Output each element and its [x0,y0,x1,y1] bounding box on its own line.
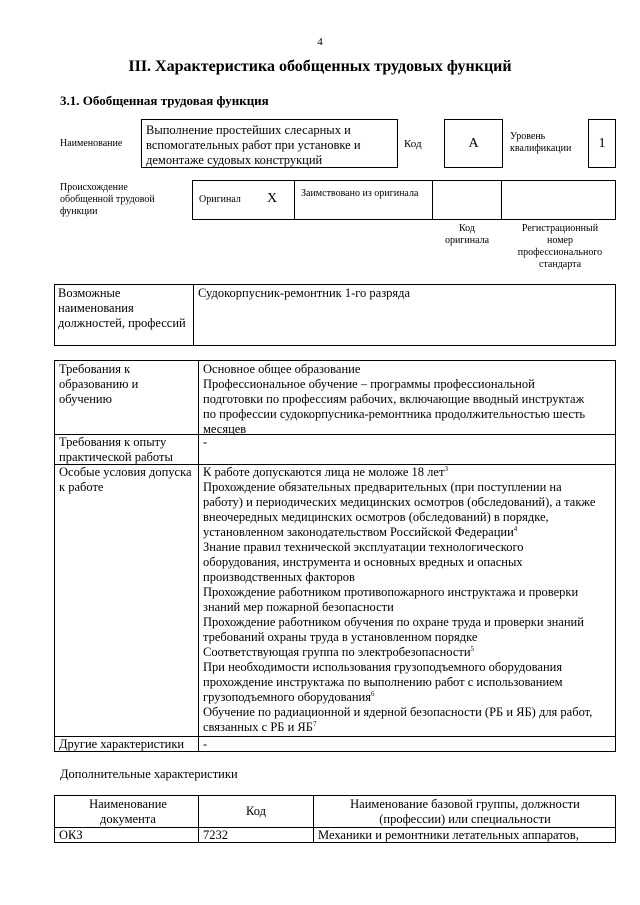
subsection-title: 3.1. Обобщенная трудовая функция [60,93,269,108]
special-line: К работе допускаются лица не моложе 18 лет$^3$ [203,464,448,479]
level-value-box [588,119,616,168]
education-line: Профессиональное обучение – программы профессиональной [203,377,535,391]
special-line: Обучение по радиационной и ядерной безопасности (РБ и ЯБ) для работ, [203,705,593,719]
possible-names-label: Возможные наименования должностей, профессий [58,286,186,330]
name-value: Выполнение простейших слесарных и вспомогательных работ при установке и демонтаже судовых конструкций [146,123,361,167]
row-group: Механики и ремонтники летательных аппаратов, [318,828,579,842]
education-line: месяцев [203,422,247,436]
level-value: 1 [598,136,606,151]
experience-label: Требования к опыту практической работы [59,435,173,464]
page-number: 4 [317,36,323,48]
origin-label: Происхождение обобщенной трудовой функции [60,182,155,217]
code-value: А [468,136,479,151]
experience-value: - [203,435,208,449]
col-group-header: Наименование базовой группы, должности (профессии) или специальности [350,797,580,826]
special-line: Соответствующая группа по электробезопасности$^5$ [203,644,475,659]
special-line: При необходимости использования грузоподъемного оборудования [203,660,563,674]
special-line: установленном законодательством Российской Федерации$^4$ [203,524,518,539]
row-doc: ОКЗ [59,828,83,842]
special-line: внеочередных медицинских осмотров (обследований) в порядке, [203,510,549,524]
special-line: Прохождение работником обучения по охране труда и проверки знаний [203,615,584,629]
special-line: производственных факторов [203,570,355,584]
education-line: подготовки по профессиям рабочих, включающие вводный инструктаж [203,392,585,406]
special-line: прохождение инструктажа по выполнению работ с использованием [203,675,563,689]
original-label: Оригинал [199,194,241,205]
level-label: Уровень квалификации [510,131,572,154]
special-line: связанных с РБ и $ЯБ^7$ [203,719,317,734]
special-line: требований охраны труда в установленном порядке [203,630,478,644]
name-label: Наименование [60,138,123,149]
other-label: Другие характеристики [59,737,185,751]
education-value [199,362,615,437]
special-line: Прохождение работником противопожарного инструктажа и проверки [203,585,579,599]
special-label: Особые условия допуска к работе [59,465,192,494]
special-line: Знание правил технической эксплуатации технологического [203,540,524,554]
reg-number-caption: Регистрационный номер профессионального стандарта [517,223,603,270]
row-code: 7232 [203,828,228,842]
name-value-box [141,119,398,168]
special-line: Прохождение обязательных предварительных (при поступлении на [203,480,562,494]
special-line: знаний мер пожарной безопасности [203,600,394,614]
special-value [199,465,615,735]
code-original-caption: Код оригинала [444,223,490,246]
original-mark: X [267,191,278,206]
education-line: Основное общее образование [203,362,361,376]
section-title: III. Характеристика обобщенных трудовых функций [128,58,512,75]
origin-table [192,180,616,220]
possible-names-value: Судокорпусник-ремонтник 1-го разряда [198,286,411,300]
special-line: оборудования, инструмента и основных вредных и опасных [203,555,523,569]
col-code-header: Код [246,804,266,818]
education-line: по профессии судокорпусника-ремонтника продолжительностью шесть [203,407,586,421]
borrowed-label: Заимствовано из оригинала [301,188,419,199]
code-value-box [444,119,503,168]
other-value: - [203,737,208,751]
col-doc-header: Наименование документа [89,797,167,826]
special-line: работу) и периодических медицинских осмотров (обследований), а также [203,495,596,509]
special-line: грузоподъемного оборудования$^6$ [203,689,375,704]
education-label: Требования к образованию и обучению [59,362,139,406]
code-label: Код [404,138,422,150]
additional-heading: Дополнительные характеристики [60,767,238,781]
